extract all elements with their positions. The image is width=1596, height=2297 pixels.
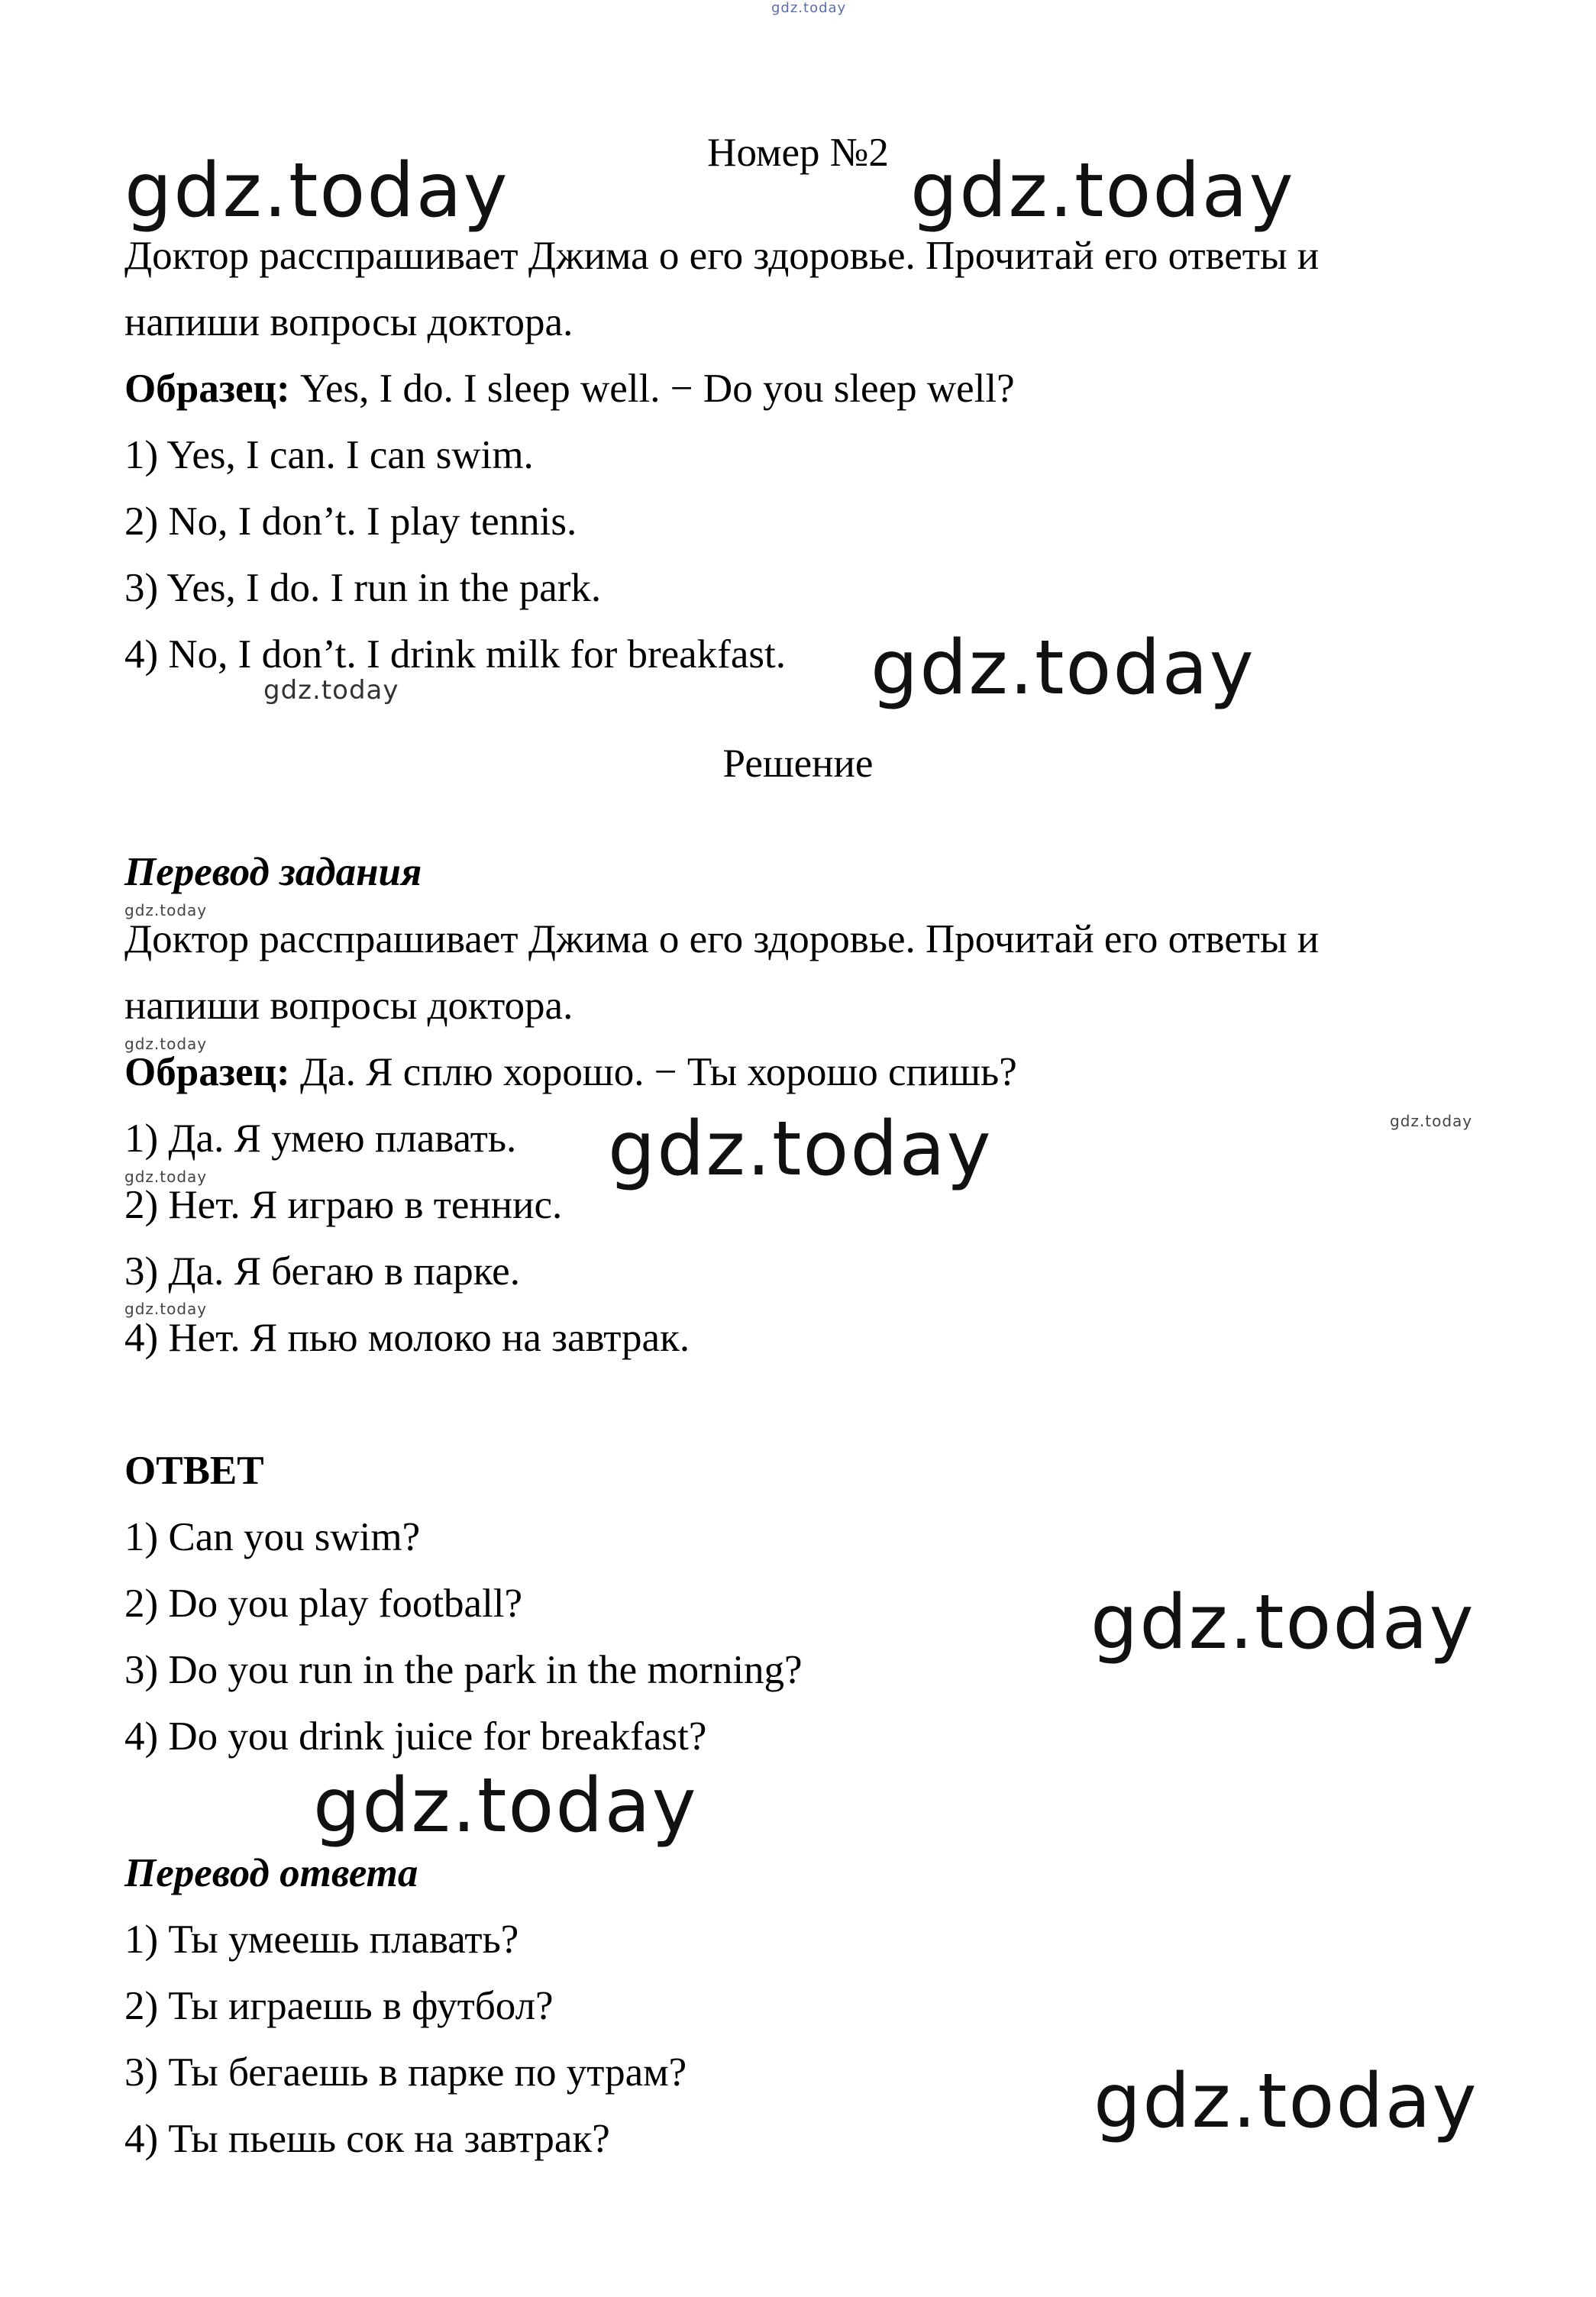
- task-example: [124, 366, 1015, 412]
- example-text: Yes, I do. I sleep well. − Do you sleep well?: [289, 367, 1015, 411]
- watermark-tiny: gdz.today: [124, 901, 208, 919]
- watermark-big: gdz.today: [871, 625, 1255, 712]
- task-item-3: 3) Yes, I do. I run in the park.: [124, 566, 602, 610]
- watermark-small: gdz.today: [263, 675, 399, 706]
- translation-item-4: 4) Нет. Я пью молоко на завтрак.: [124, 1316, 690, 1360]
- watermark-big: gdz.today: [608, 1106, 993, 1193]
- translation-text-line-1: Доктор расспрашивает Джима о его здоровье. Прочитай его ответы и: [124, 917, 1320, 961]
- answer-translation-item-4: 4) Ты пьешь сок на завтрак?: [124, 2117, 610, 2161]
- watermark-tiny: gdz.today: [124, 1035, 208, 1053]
- watermark-big: gdz.today: [1090, 1579, 1475, 1666]
- task-item-4: 4) No, I don’t. I drink milk for breakfast.: [124, 632, 786, 677]
- watermark-tiny: gdz.today: [124, 1300, 208, 1318]
- watermark-top: gdz.today: [771, 0, 847, 16]
- watermark-big: gdz.today: [1094, 2058, 1478, 2145]
- task-text-line-1: Доктор расспрашивает Джима о его здоровье. Прочитай его ответы и: [124, 234, 1320, 278]
- translation-item-1: 1) Да. Я умею плавать.: [124, 1116, 517, 1161]
- translation-example-label: Образец:: [124, 1050, 290, 1094]
- translation-item-2: 2) Нет. Я играю в теннис.: [124, 1183, 563, 1227]
- translation-example-text: Да. Я сплю хорошо. − Ты хорошо спишь?: [289, 1050, 1017, 1094]
- answer-item-1: 1) Can you swim?: [124, 1515, 421, 1559]
- answer-translation-heading: Перевод ответа: [124, 1851, 418, 1895]
- translation-heading: Перевод задания: [124, 850, 422, 894]
- answer-heading: ОТВЕТ: [124, 1449, 264, 1493]
- task-item-1: 1) Yes, I can. I can swim.: [124, 433, 534, 477]
- task-item-2: 2) No, I don’t. I play tennis.: [124, 499, 577, 544]
- answer-item-3: 3) Do you run in the park in the morning?: [124, 1648, 803, 1692]
- watermark-tiny: gdz.today: [124, 1168, 208, 1186]
- translation-item-3: 3) Да. Я бегаю в парке.: [124, 1249, 520, 1294]
- watermark-big: gdz.today: [124, 147, 509, 234]
- watermark-tiny: gdz.today: [1390, 1112, 1473, 1130]
- answer-translation-item-1: 1) Ты умеешь плавать?: [124, 1917, 519, 1962]
- translation-text-line-2: напиши вопросы доктора.: [124, 984, 573, 1028]
- answer-item-4: 4) Do you drink juice for breakfast?: [124, 1714, 707, 1759]
- task-text-line-2: напиши вопросы доктора.: [124, 300, 573, 344]
- answer-translation-item-2: 2) Ты играешь в футбол?: [124, 1984, 554, 2028]
- page-title: Номер №2: [707, 131, 889, 175]
- watermark-big: gdz.today: [910, 147, 1295, 234]
- answer-item-2: 2) Do you play football?: [124, 1581, 523, 1626]
- solution-heading: Решение: [722, 741, 874, 786]
- answer-translation-item-3: 3) Ты бегаешь в парке по утрам?: [124, 2050, 687, 2095]
- watermark-big: gdz.today: [313, 1762, 698, 1850]
- example-label: Образец:: [124, 367, 290, 411]
- translation-example: [124, 1049, 1017, 1095]
